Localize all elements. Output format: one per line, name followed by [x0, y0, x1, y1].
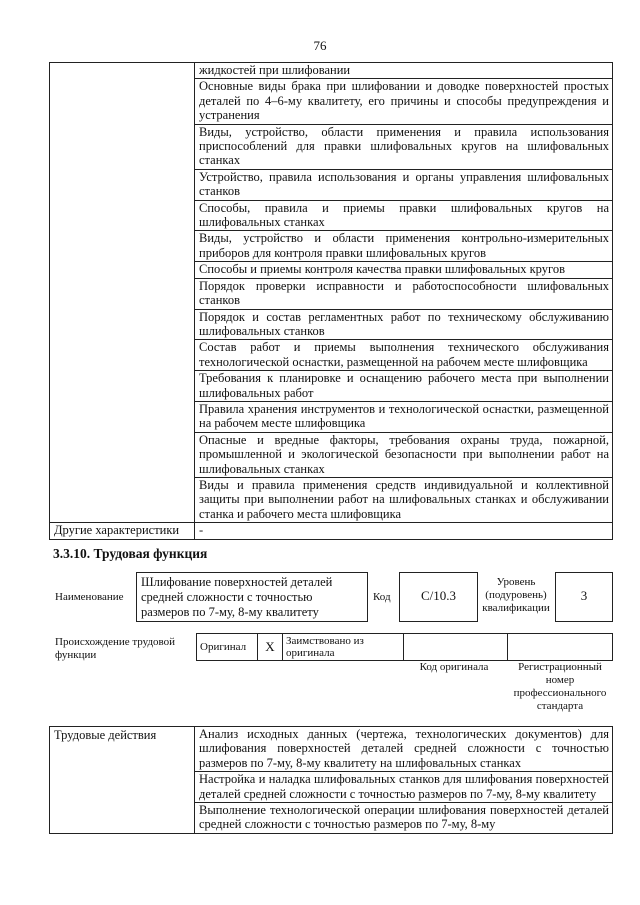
origin-table	[196, 633, 613, 661]
table-row	[197, 634, 613, 661]
reg-number-cell	[508, 634, 613, 661]
labor-actions-label: Трудовые действия	[50, 727, 195, 834]
other-characteristics-value: -	[195, 523, 613, 539]
code-label: Код	[373, 591, 391, 603]
table-cell: Виды, устройство, области применения и правила использования приспособлений для правки шлифовальных кругов на шлифовальных станках	[195, 124, 613, 169]
table-cell: Основные виды брака при шлифовании и доводке поверхностей простых деталей по 4–6-му квалитету, его причины и способы предупреждения и устранения	[195, 79, 613, 124]
labor-actions-table	[49, 726, 613, 834]
other-characteristics-label: Другие характеристики	[50, 523, 195, 539]
name-label: Наименование	[55, 591, 124, 603]
original-label: Оригинал	[197, 634, 258, 661]
table-cell: Настройка и наладка шлифовальных станков для шлифования поверхностей деталей средней сложности с точностью размеров по 7-му, 8-му квалитету	[195, 772, 613, 803]
table-cell: Виды и правила применения средств индивидуальной и коллективной защиты при выполнении работ на шлифовальных станках и обслуживании станка и рабочего места шлифовщика	[195, 477, 613, 522]
table-cell: Опасные и вредные факторы, требования охраны труда, пожарной, промышленной и экологической безопасности при выполнении работ на шлифовальных станках	[195, 432, 613, 477]
table-row	[50, 523, 613, 539]
origin-label: Происхождение трудовой функции	[55, 636, 176, 661]
qualification-level-box: 3	[555, 572, 613, 622]
level-label: Уровень (подуровень) квалификации	[482, 576, 550, 614]
knowledge-table	[49, 62, 613, 540]
table-cell: Правила хранения инструментов и технологической оснастки, размещенной на рабочем месте шлифовщика	[195, 401, 613, 432]
section-heading: 3.3.10. Трудовая функция	[53, 546, 208, 561]
table-cell: Порядок и состав регламентных работ по техническому обслуживанию шлифовальных станков	[195, 309, 613, 340]
table-cell: Требования к планировке и оснащению рабочего места при выполнении шлифовальных работ	[195, 371, 613, 402]
function-name-box: Шлифование поверхностей деталей средней сложности с точностью размеров по 7-му, 8-му квалитету	[136, 572, 368, 622]
knowledge-label-cell	[50, 63, 195, 523]
table-cell: Устройство, правила использования и органы управления шлифовальных станков	[195, 169, 613, 200]
borrowed-label: Заимствовано из оригинала	[283, 634, 404, 661]
table-row	[50, 63, 613, 79]
table-cell: жидкостей при шлифовании	[195, 63, 613, 79]
table-cell: Состав работ и приемы выполнения технического обслуживания технологической оснастки, размещенной на рабочем месте шлифовщика	[195, 340, 613, 371]
function-code-box: C/10.3	[399, 572, 478, 622]
reg-number-label: Регистрационный номер профессионального стандарта	[513, 661, 607, 712]
table-cell: Порядок проверки исправности и работоспособности шлифовальных станков	[195, 278, 613, 309]
table-cell: Способы и приемы контроля качества правки шлифовальных кругов	[195, 262, 613, 278]
table-cell: Выполнение технологической операции шлифования поверхностей деталей средней сложности с точностью размеров по 7-му, 8-му	[195, 803, 613, 834]
table-row	[50, 727, 613, 772]
code-original-cell	[404, 634, 508, 661]
original-mark: X	[258, 634, 283, 661]
table-cell: Виды, устройство и области применения контрольно-измерительных приборов для контроля правки шлифовальных кругов	[195, 231, 613, 262]
code-original-label: Код оригинала	[419, 661, 489, 673]
page-number: 76	[313, 38, 327, 53]
table-cell: Способы, правила и приемы правки шлифовальных кругов на шлифовальных станках	[195, 200, 613, 231]
table-cell: Анализ исходных данных (чертежа, технологических документов) для шлифования поверхностей деталей средней сложности с точностью размеров по 7-му, 8-му квалитету на шлифовальных станках	[195, 727, 613, 772]
